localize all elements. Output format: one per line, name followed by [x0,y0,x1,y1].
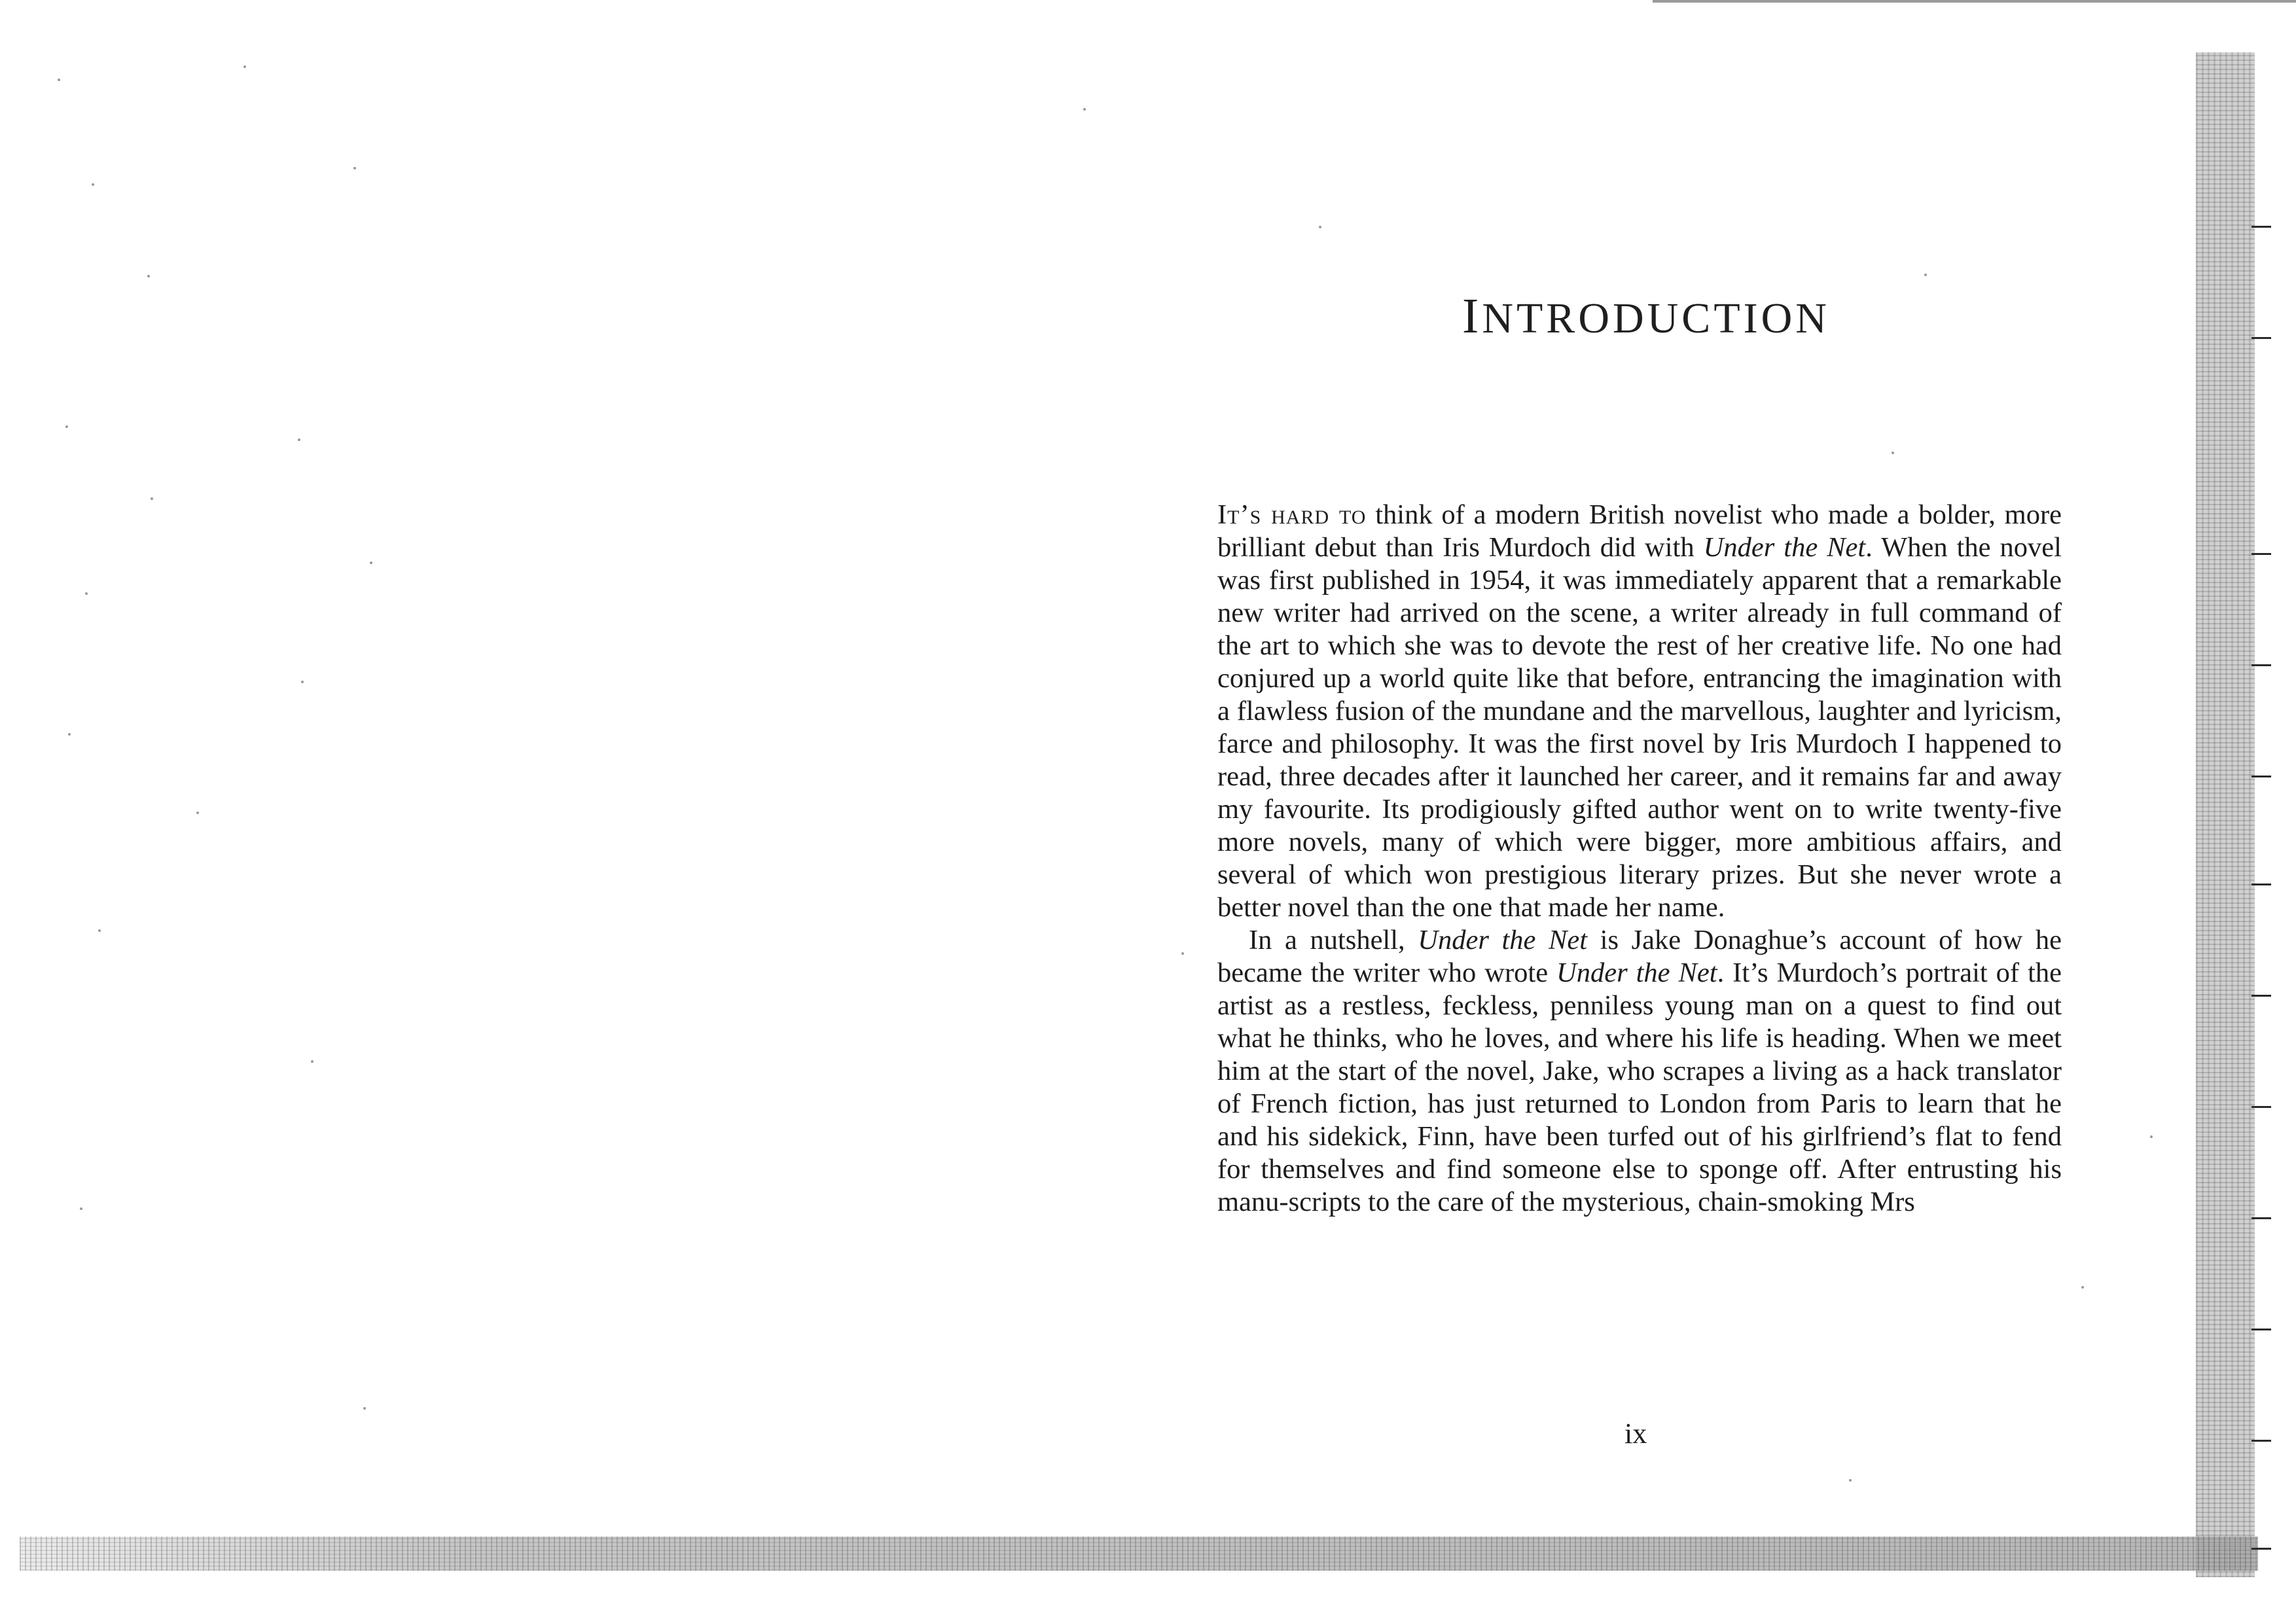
page-number: ix [1624,1418,1647,1450]
scan-speck [196,812,199,814]
scan-speck [370,562,372,564]
paragraph-lead-in: It’s hard to [1217,499,1367,530]
scan-speck [80,1207,82,1210]
scan-speck [98,929,101,932]
scan-speck [1181,952,1184,955]
edge-tick [2251,1106,2271,1108]
edge-tick [2251,664,2271,666]
paragraph-2-text-b: is Jake Donaghue’s account of how he became the writer who wrote [1217,925,2062,988]
edge-tick [2251,883,2271,885]
edge-tick [2251,995,2271,997]
paragraph-1 [1217,499,2062,924]
book-title: Under the Net [1703,532,1866,563]
paragraph-1-text-b: . When the novel was first published in 1954, it was immediately apparent that a remarkable new writer had arrived on the scene, a writer already in full command of the art to which she was to devote the rest of her creative life. No one had conjured up a world quite like that before, entrancing the imagination with a flawless fusion of the mundane and the marvellous, laughter and lyricism, farce and philosophy. It was the first novel by Iris Murdoch I happened to read, three decades after it launched her career, and it remains far and away my favourite. Its prodigiously gifted author went on to write twenty-five more novels, many of which were bigger, more ambitious affairs, and several of which won prestigious literary prizes. But she never wrote a better novel than the one that made her name. [1217,532,2062,923]
scan-edge-bottom [20,1537,2258,1571]
scan-speck [68,733,71,736]
edge-tick [2251,1440,2271,1442]
scan-speck [298,438,300,441]
scan-speck [301,681,304,683]
book-title: Under the Net [1556,957,1717,988]
paragraph-1-text-a: think of a modern British novelist who made a bolder, more brilliant debut than Iris Murdoch did with [1217,499,2062,563]
edge-tick [2251,1329,2271,1330]
scan-speck [1083,108,1086,111]
scan-speck [1924,274,1927,276]
scan-speck [1849,1479,1852,1482]
scan-speck [353,167,356,169]
edge-tick [2251,1217,2271,1219]
top-rule [1653,0,2296,3]
scan-speck [58,79,60,81]
edge-tick [2251,226,2271,228]
edge-tick [2251,553,2271,555]
scan-speck [2081,1286,2084,1289]
scan-speck [65,425,68,428]
edge-tick [2251,1548,2271,1550]
scan-speck [243,65,246,68]
scan-speck [1319,226,1321,228]
edge-tick [2251,776,2271,777]
scan-speck [85,592,88,595]
scan-edge-right [2196,52,2255,1577]
paragraph-2-text-a: In a nutshell, [1249,925,1418,955]
chapter-title-rest: NTRODUCTION [1482,294,1830,342]
scan-speck [2150,1135,2153,1138]
chapter-title [1462,288,1830,345]
paragraph-2-text-c: . It’s Murdoch’s portrait of the artist as a restless, feckless, penniless young man on a quest to find out what he thinks, who he loves, and where his life is heading. When we meet him at the start of the novel, Jake, who scrapes a living as a hack translator of French fiction, has just returned to London from Paris to learn that he and his sidekick, Finn, have been turfed out of his girlfriend’s flat to fend for themselves and find someone else to sponge off. After entrusting his manu-scripts to the care of the mysterious, chain-smoking Mrs [1217,957,2062,1217]
scan-speck [311,1060,314,1063]
scan-speck [1892,452,1894,454]
book-title: Under the Net [1418,925,1588,955]
edge-tick [2251,337,2271,339]
scan-speck [151,497,153,500]
scan-speck [363,1407,366,1410]
paragraph-2 [1217,924,2062,1219]
chapter-title-initial: I [1462,289,1482,344]
scan-speck [147,275,150,277]
body-text [1217,499,2062,1219]
scan-speck [92,183,94,186]
